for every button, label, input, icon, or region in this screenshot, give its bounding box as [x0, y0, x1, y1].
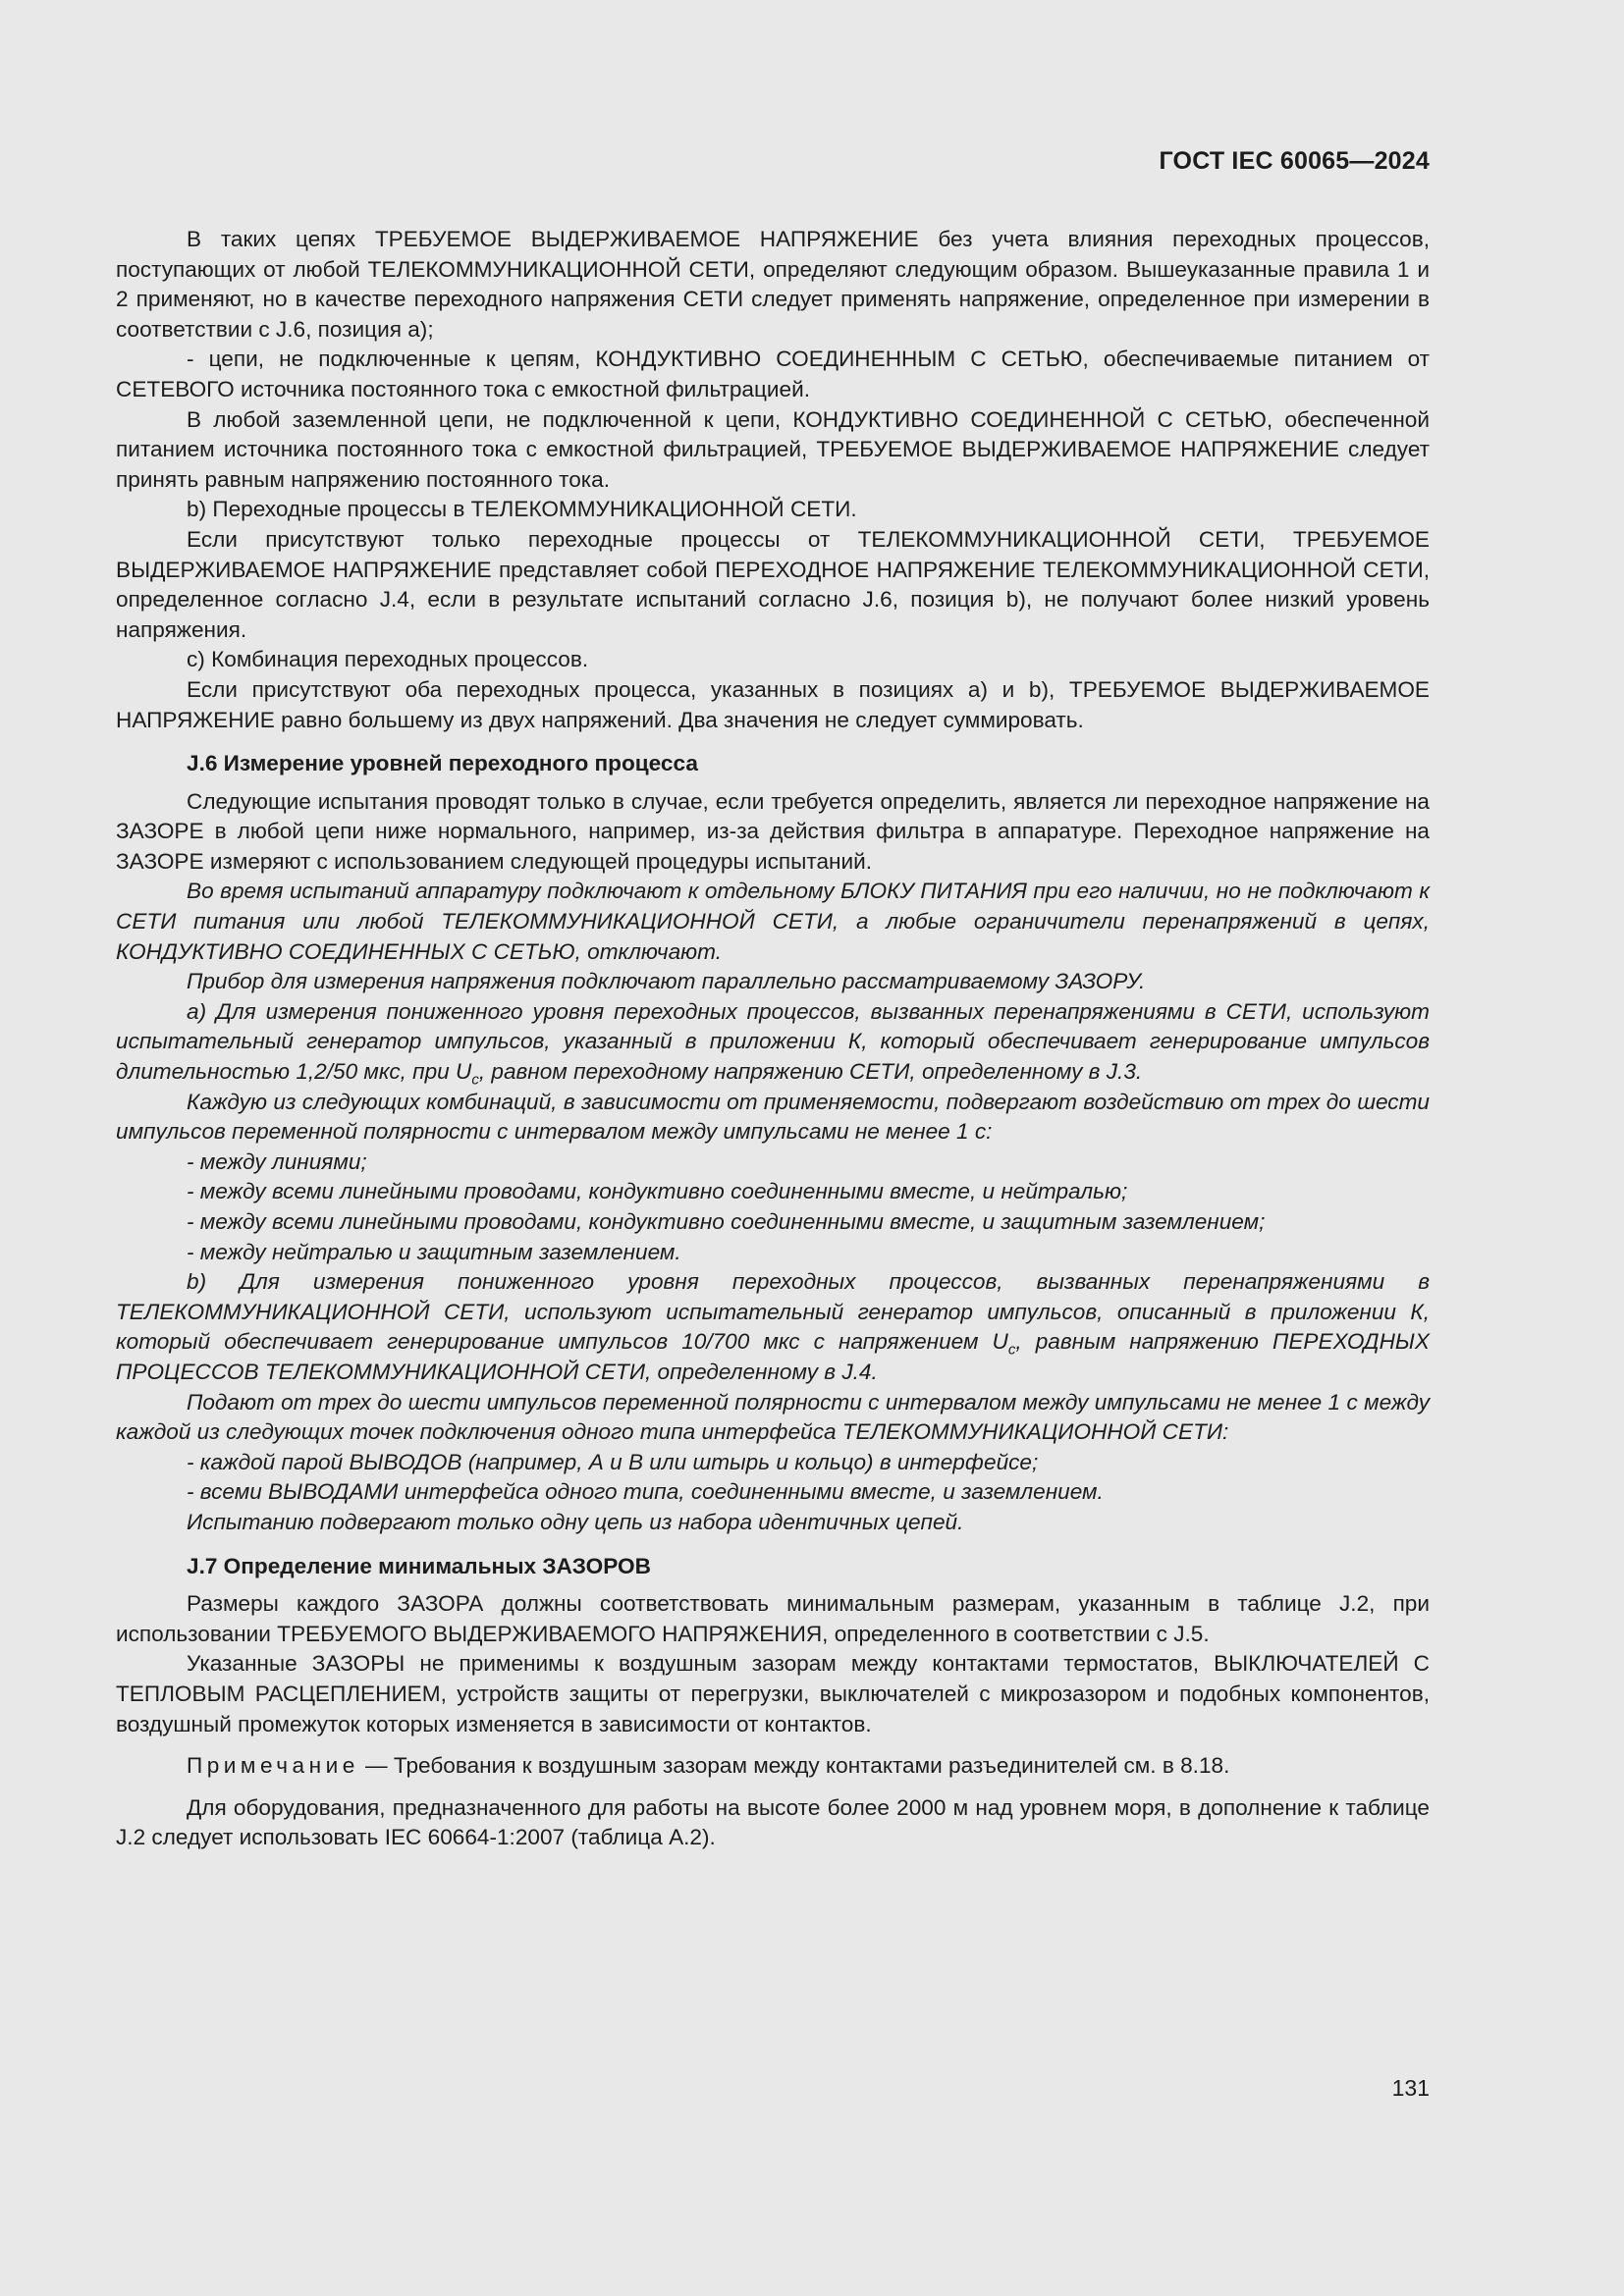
- paragraph-text: Если присутствуют только переходные процессы от ТЕЛЕКОММУНИКАЦИОННОЙ СЕТИ, ТРЕБУЕМОЕ ВЫДЕРЖИВАЕМОЕ НАПРЯЖЕНИЕ представляет собой ПЕРЕХОДНОЕ НАПРЯЖЕНИЕ ТЕЛЕКОММУНИКАЦИОННОЙ СЕТИ, определенное согласно J.4, если в результате испытаний согласно J.6, позиция b), не получают более низкий уровень напряжения.: [116, 526, 1430, 642]
- paragraph-text: Прибор для измерения напряжения подключают параллельно рассматриваемому ЗАЗОРУ.: [187, 969, 1146, 994]
- paragraph-text: Размеры каждого ЗАЗОРА должны соответствовать минимальным размерам, указанным в таблице J.2, при использовании ТРЕБУЕМОГО ВЫДЕРЖИВАЕМОГО НАПРЯЖЕНИЯ, определенного в соответствии с J.5.: [116, 1591, 1430, 1646]
- paragraph-text-continued: , равным напряжению ПЕРЕХОДНЫХ ПРОЦЕССОВ ТЕЛЕКОММУНИКАЦИОННОЙ СЕТИ, определенному в J.4.: [116, 1329, 1430, 1384]
- body-paragraph: [116, 1793, 1430, 1853]
- standard-designation: ГОСТ IEC 60065—2024: [1159, 147, 1430, 175]
- paragraph-text: - между нейтралью и защитным заземлением.: [187, 1239, 681, 1264]
- paragraph-text: J.6 Измерение уровней переходного процесса: [187, 751, 698, 776]
- paragraph-text: b) Переходные процессы в ТЕЛЕКОММУНИКАЦИОННОЙ СЕТИ.: [187, 497, 857, 522]
- body-paragraph: [116, 675, 1430, 735]
- paragraph-text: Указанные ЗАЗОРЫ не применимы к воздушным зазорам между контактами термостатов, ВЫКЛЮЧАТЕЛЕЙ С ТЕПЛОВЫМ РАСЦЕПЛЕНИЕМ, устройств защиты от перегрузки, выключателей с микрозазором и подобных компонентов, воздушный промежуток которых изменяется в зависимости от контактов.: [116, 1651, 1430, 1736]
- body-paragraph: [116, 1448, 1430, 1478]
- paragraph-text: b) Для измерения пониженного уровня переходных процессов, вызванных перенапряжениями в ТЕЛЕКОММУНИКАЦИОННОЙ СЕТИ, используют испытательный генератор импульсов, описанный в приложении К, который обеспечивает генерирование импульсов 10/700 мкс с напряжением U: [116, 1269, 1430, 1355]
- paragraph-text: Если присутствуют оба переходных процесса, указанных в позициях a) и b), ТРЕБУЕМОЕ ВЫДЕРЖИВАЕМОЕ НАПРЯЖЕНИЕ равно большему из двух напряжений. Два значения не следует суммировать.: [116, 676, 1430, 732]
- paragraph-text: Испытанию подвергают только одну цепь из набора идентичных цепей.: [187, 1509, 964, 1534]
- body-paragraph: [116, 345, 1430, 404]
- body-paragraph: [116, 1508, 1430, 1538]
- section-heading: [116, 749, 1430, 779]
- body-paragraph: [116, 877, 1430, 967]
- paragraph-text: Каждую из следующих комбинаций, в зависимости от применяемости, подвергают воздействию от трех до шести импульсов переменной полярности с интервалом между импульсами не менее 1 с:: [116, 1089, 1430, 1145]
- paragraph-text: - каждой парой ВЫВОДОВ (например, А и В или штырь и кольцо) в интерфейсе;: [187, 1449, 1039, 1474]
- body-paragraph: [116, 225, 1430, 345]
- body-paragraph: [116, 1148, 1430, 1178]
- body-paragraph: [116, 1088, 1430, 1148]
- paragraph-text: Во время испытаний аппаратуру подключают к отдельному БЛОКУ ПИТАНИЯ при его наличии, но не подключают к СЕТИ питания или любой ТЕЛЕКОММУНИКАЦИОННОЙ СЕТИ, а любые ограничители перенапряжений в цепях, КОНДУКТИВНО СОЕДИНЕННЫХ С СЕТЬЮ, отключают.: [116, 879, 1430, 964]
- body-paragraph: [116, 997, 1430, 1088]
- body-paragraph: [116, 967, 1430, 997]
- paragraph-text: Следующие испытания проводят только в случае, если требуется определить, является ли переходное напряжение на ЗАЗОРЕ в любой цепи ниже нормального, например, из-за действия фильтра в аппаратуре. Переходное напряжение на ЗАЗОРЕ измеряют с использованием следующей процедуры испытаний.: [116, 788, 1430, 874]
- paragraph-text: — Требования к воздушным зазорам между контактами разъединителей см. в 8.18.: [358, 1753, 1230, 1779]
- subscript-text: c: [471, 1071, 479, 1089]
- body-paragraph: [116, 1477, 1430, 1508]
- body-paragraph: [116, 645, 1430, 675]
- note-paragraph: [116, 1751, 1430, 1782]
- body-paragraph: [116, 1177, 1430, 1207]
- paragraph-text: В таких цепях ТРЕБУЕМОЕ ВЫДЕРЖИВАЕМОЕ НАПРЯЖЕНИЕ без учета влияния переходных процессов, поступающих от любой ТЕЛЕКОММУНИКАЦИОННОЙ СЕТИ, определяют следующим образом. Вышеуказанные правила 1 и 2 применяют, но в качестве переходного напряжения СЕТИ следует применять напряжение, определенное при измерении в соответствии с J.6, позиция a);: [116, 227, 1430, 342]
- body-paragraph: [116, 1267, 1430, 1387]
- paragraph-text: Подают от трех до шести импульсов переменной полярности с интервалом между импульсами не менее 1 с между каждой из следующих точек подключения одного типа интерфейса ТЕЛЕКОММУНИКАЦИОННОЙ СЕТИ:: [116, 1389, 1430, 1445]
- body-paragraph: [116, 1589, 1430, 1649]
- paragraph-text: - цепи, не подключенные к цепям, КОНДУКТИВНО СОЕДИНЕННЫМ С СЕТЬЮ, обеспечиваемые питанием от СЕТЕВОГО источника постоянного тока с емкостной фильтрацией.: [116, 347, 1430, 401]
- page-number: 131: [1391, 2075, 1430, 2101]
- document-body: [116, 225, 1430, 1853]
- note-label: Примечание: [187, 1753, 359, 1779]
- body-paragraph: [116, 495, 1430, 525]
- paragraph-text-continued: , равном переходному напряжению СЕТИ, определенному в J.3.: [478, 1059, 1143, 1085]
- body-paragraph: [116, 1207, 1430, 1238]
- paragraph-text: - между всеми линейными проводами, кондуктивно соединенными вместе, и защитным заземлением;: [187, 1209, 1266, 1234]
- body-paragraph: [116, 525, 1430, 645]
- body-paragraph: [116, 1238, 1430, 1268]
- paragraph-text: - между всеми линейными проводами, кондуктивно соединенными вместе, и нейтралью;: [187, 1179, 1128, 1204]
- paragraph-text: - между линиями;: [187, 1148, 367, 1174]
- paragraph-text: a) Для измерения пониженного уровня переходных процессов, вызванных перенапряжениями в СЕТИ, используют испытательный генератор импульсов, указанный в приложении К, который обеспечивает генерирование импульсов длительностью 1,2/50 мкс, при U: [116, 998, 1430, 1085]
- subscript-text: c: [1007, 1341, 1016, 1359]
- paragraph-text: В любой заземленной цепи, не подключенной к цепи, КОНДУКТИВНО СОЕДИНЕННОЙ С СЕТЬЮ, обеспеченной питанием источника постоянного тока с емкостной фильтрацией, ТРЕБУЕМОЕ ВЫДЕРЖИВАЕМОЕ НАПРЯЖЕНИЕ следует принять равным напряжению постоянного тока.: [116, 406, 1430, 492]
- section-heading: [116, 1552, 1430, 1582]
- body-paragraph: [116, 787, 1430, 878]
- paragraph-text: - всеми ВЫВОДАМИ интерфейса одного типа, соединенными вместе, и заземлением.: [187, 1479, 1104, 1505]
- body-paragraph: [116, 1649, 1430, 1739]
- paragraph-text: Для оборудования, предназначенного для работы на высоте более 2000 м над уровнем моря, в дополнение к таблице J.2 следует использовать IEC 60664-1:2007 (таблица А.2).: [116, 1794, 1430, 1850]
- body-paragraph: [116, 405, 1430, 496]
- body-paragraph: [116, 1388, 1430, 1448]
- paragraph-text: J.7 Определение минимальных ЗАЗОРОВ: [187, 1553, 651, 1578]
- paragraph-text: c) Комбинация переходных процессов.: [187, 647, 589, 672]
